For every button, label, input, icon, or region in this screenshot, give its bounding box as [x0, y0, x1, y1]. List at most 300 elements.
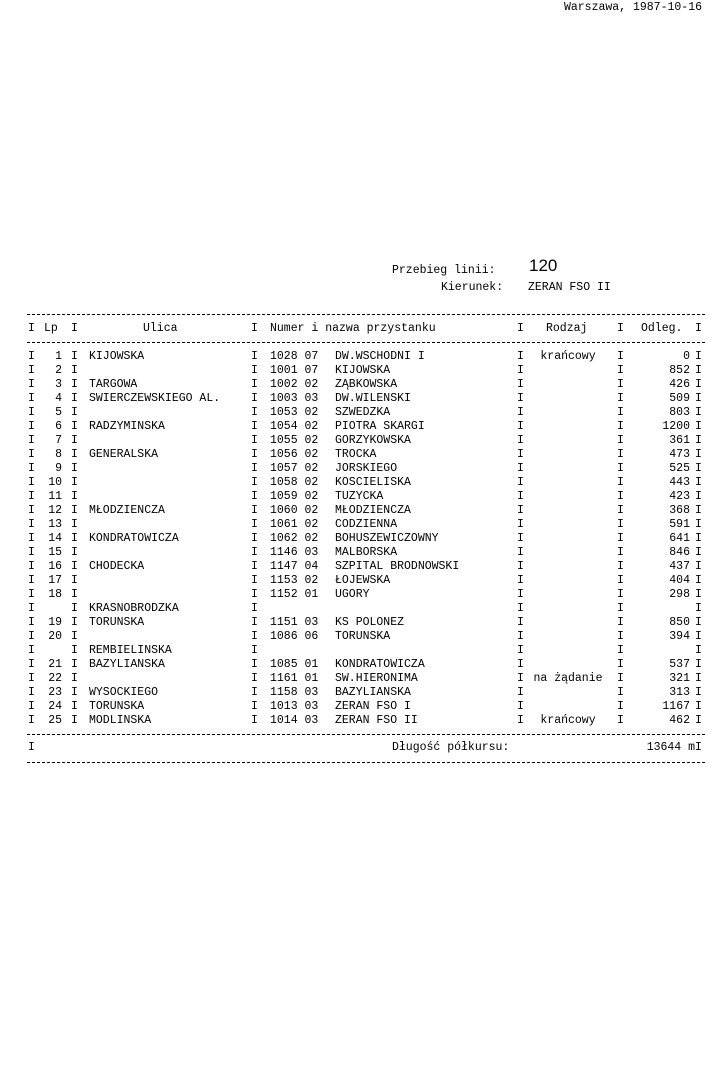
- column-separator: I: [695, 392, 702, 405]
- cell-distance: 437: [669, 560, 690, 573]
- column-separator: I: [251, 700, 258, 713]
- cell-stop-number: 1062 02: [270, 532, 319, 545]
- column-separator: I: [28, 588, 35, 601]
- column-separator: I: [617, 364, 624, 377]
- table-row: [0, 476, 720, 490]
- column-separator: I: [695, 504, 702, 517]
- column-separator: I: [695, 462, 702, 475]
- cell-stop-number: 1058 02: [270, 476, 319, 489]
- column-separator: I: [71, 364, 78, 377]
- column-separator: I: [251, 714, 258, 727]
- cell-ulica: BAZYLIANSKA: [89, 658, 165, 671]
- column-separator: I: [517, 350, 524, 363]
- column-separator: I: [517, 364, 524, 377]
- cell-stop-name: TORUNSKA: [335, 630, 391, 643]
- cell-distance: 298: [669, 588, 690, 601]
- cell-ulica: KONDRATOWICZA: [89, 532, 179, 545]
- column-separator: I: [617, 462, 624, 475]
- column-separator: I: [695, 658, 702, 671]
- route-number: 120: [529, 256, 558, 275]
- cell-lp: 4: [55, 392, 62, 405]
- cell-lp: 3: [55, 378, 62, 391]
- column-separator: I: [251, 406, 258, 419]
- column-separator: I: [617, 448, 624, 461]
- column-separator: I: [28, 322, 35, 335]
- column-separator: I: [71, 630, 78, 643]
- column-separator: I: [517, 406, 524, 419]
- column-separator: I: [695, 686, 702, 699]
- column-separator: I: [695, 588, 702, 601]
- column-separator: I: [71, 392, 78, 405]
- table-footer-row: [0, 741, 720, 755]
- column-separator: I: [71, 434, 78, 447]
- column-separator: I: [517, 658, 524, 671]
- column-separator: I: [71, 378, 78, 391]
- cell-lp: 16: [48, 560, 62, 573]
- column-separator: I: [251, 504, 258, 517]
- cell-stop-name: KOSCIELISKA: [335, 476, 411, 489]
- cell-stop-name: KONDRATOWICZA: [335, 658, 425, 671]
- cell-stop-number: 1003 03: [270, 392, 319, 405]
- table-row: [0, 420, 720, 434]
- table-row: [0, 448, 720, 462]
- header-lp: Lp: [44, 322, 58, 335]
- cell-stop-number: 1013 03: [270, 700, 319, 713]
- cell-stop-name: KS POLONEZ: [335, 616, 405, 629]
- cell-distance: 361: [669, 434, 690, 447]
- cell-stop-name: CODZIENNA: [335, 518, 398, 531]
- column-separator: I: [695, 476, 702, 489]
- table-row: [0, 602, 720, 616]
- cell-stop-number: 1152 01: [270, 588, 319, 601]
- column-separator: I: [28, 462, 35, 475]
- cell-ulica: TARGOWA: [89, 378, 138, 391]
- column-separator: I: [71, 602, 78, 615]
- cell-stop-name: TUZYCKA: [335, 490, 384, 503]
- cell-lp: 21: [48, 658, 62, 671]
- column-separator: I: [71, 658, 78, 671]
- column-separator: I: [71, 448, 78, 461]
- cell-distance: 321: [669, 672, 690, 685]
- column-separator: I: [71, 714, 78, 727]
- column-separator: I: [71, 588, 78, 601]
- column-separator: I: [695, 532, 702, 545]
- cell-stop-number: 1086 06: [270, 630, 319, 643]
- column-separator: I: [517, 546, 524, 559]
- cell-stop-name: PIOTRA SKARGI: [335, 420, 425, 433]
- table-row: [0, 672, 720, 686]
- column-separator: I: [251, 560, 258, 573]
- direction-value: ZERAN FSO II: [528, 281, 611, 294]
- column-separator: I: [28, 392, 35, 405]
- column-separator: I: [251, 490, 258, 503]
- column-separator: I: [28, 532, 35, 545]
- column-separator: I: [71, 672, 78, 685]
- column-separator: I: [617, 518, 624, 531]
- cell-stop-name: BOHUSZEWICZOWNY: [335, 532, 439, 545]
- cell-stop-number: 1054 02: [270, 420, 319, 433]
- column-separator: I: [517, 616, 524, 629]
- column-separator: I: [695, 322, 702, 335]
- column-separator: I: [251, 630, 258, 643]
- column-separator: I: [617, 392, 624, 405]
- column-separator: I: [517, 322, 524, 335]
- column-separator: I: [28, 546, 35, 559]
- column-separator: I: [251, 616, 258, 629]
- column-separator: I: [71, 700, 78, 713]
- column-separator: I: [251, 532, 258, 545]
- cell-stop-number: 1146 03: [270, 546, 319, 559]
- column-separator: I: [617, 700, 624, 713]
- cell-distance: 426: [669, 378, 690, 391]
- column-separator: I: [28, 700, 35, 713]
- column-separator: I: [28, 504, 35, 517]
- column-separator: I: [71, 518, 78, 531]
- table-top-rule: [27, 314, 705, 315]
- cell-stop-number: 1057 02: [270, 462, 319, 475]
- table-row: [0, 462, 720, 476]
- cell-lp: 20: [48, 630, 62, 643]
- column-separator: I: [517, 518, 524, 531]
- cell-lp: 23: [48, 686, 62, 699]
- column-separator: I: [251, 322, 258, 335]
- table-row: [0, 658, 720, 672]
- cell-distance: 1167: [662, 700, 690, 713]
- column-separator: I: [28, 602, 35, 615]
- cell-distance: 846: [669, 546, 690, 559]
- table-row: [0, 686, 720, 700]
- cell-ulica: GENERALSKA: [89, 448, 159, 461]
- column-separator: I: [28, 476, 35, 489]
- column-separator: I: [695, 406, 702, 419]
- column-separator: I: [517, 686, 524, 699]
- column-separator: I: [517, 602, 524, 615]
- cell-stop-number: 1151 03: [270, 616, 319, 629]
- column-separator: I: [28, 364, 35, 377]
- column-separator: I: [617, 560, 624, 573]
- column-separator: I: [695, 700, 702, 713]
- column-separator: I: [28, 574, 35, 587]
- column-separator: I: [617, 588, 624, 601]
- column-separator: I: [251, 644, 258, 657]
- cell-distance: 509: [669, 392, 690, 405]
- column-separator: I: [517, 700, 524, 713]
- column-separator: I: [71, 406, 78, 419]
- column-separator: I: [517, 462, 524, 475]
- table-row: [0, 588, 720, 602]
- route-label: Przebieg linii:: [392, 264, 496, 277]
- cell-distance: 641: [669, 532, 690, 545]
- cell-stop-name: KIJOWSKA: [335, 364, 391, 377]
- cell-lp: 13: [48, 518, 62, 531]
- cell-stop-number: 1060 02: [270, 504, 319, 517]
- column-separator: I: [617, 602, 624, 615]
- cell-lp: 7: [55, 434, 62, 447]
- column-separator: I: [517, 434, 524, 447]
- column-separator: I: [28, 350, 35, 363]
- column-separator: I: [71, 532, 78, 545]
- column-separator: I: [251, 420, 258, 433]
- column-separator: I: [617, 546, 624, 559]
- header-odleg: Odleg.: [641, 322, 683, 335]
- table-row: [0, 532, 720, 546]
- column-separator: I: [695, 420, 702, 433]
- cell-rodzaj: krańcowy: [540, 350, 596, 363]
- cell-lp: 22: [48, 672, 62, 685]
- cell-stop-name: SZPITAL BRODNOWSKI: [335, 560, 460, 573]
- column-separator: I: [695, 616, 702, 629]
- column-separator: I: [617, 350, 624, 363]
- column-separator: I: [517, 490, 524, 503]
- column-separator: I: [617, 686, 624, 699]
- column-separator: I: [28, 672, 35, 685]
- column-separator: I: [695, 490, 702, 503]
- header-ulica: Ulica: [143, 322, 178, 335]
- column-separator: I: [695, 518, 702, 531]
- cell-stop-name: ZĄBKOWSKA: [335, 378, 398, 391]
- column-separator: I: [251, 476, 258, 489]
- cell-stop-number: 1161 01: [270, 672, 319, 685]
- cell-lp: 24: [48, 700, 62, 713]
- column-separator: I: [71, 644, 78, 657]
- cell-stop-name: SW.HIERONIMA: [335, 672, 418, 685]
- column-separator: I: [251, 518, 258, 531]
- cell-lp: 12: [48, 504, 62, 517]
- cell-distance: 591: [669, 518, 690, 531]
- column-separator: I: [617, 532, 624, 545]
- cell-lp: 1: [55, 350, 62, 363]
- cell-lp: 11: [48, 490, 62, 503]
- cell-ulica: KRASNOBRODZKA: [89, 602, 179, 615]
- column-separator: I: [517, 420, 524, 433]
- column-separator: I: [28, 406, 35, 419]
- column-separator: I: [28, 490, 35, 503]
- column-separator: I: [695, 741, 702, 754]
- column-separator: I: [71, 322, 78, 335]
- cell-distance: 473: [669, 448, 690, 461]
- cell-stop-name: GORZYKOWSKA: [335, 434, 411, 447]
- column-separator: I: [617, 322, 624, 335]
- table-row: [0, 714, 720, 728]
- table-row: [0, 560, 720, 574]
- column-separator: I: [28, 616, 35, 629]
- table-row: [0, 700, 720, 714]
- table-row: [0, 616, 720, 630]
- document-date: Warszawa, 1987-10-16: [563, 1, 702, 14]
- column-separator: I: [695, 630, 702, 643]
- cell-stop-name: DW.WSCHODNI I: [335, 350, 425, 363]
- column-separator: I: [251, 462, 258, 475]
- cell-distance: 423: [669, 490, 690, 503]
- cell-ulica: RADZYMINSKA: [89, 420, 165, 433]
- cell-ulica: TORUNSKA: [89, 616, 145, 629]
- column-separator: I: [517, 532, 524, 545]
- column-separator: I: [28, 378, 35, 391]
- table-row: [0, 644, 720, 658]
- column-separator: I: [517, 392, 524, 405]
- column-separator: I: [251, 658, 258, 671]
- cell-ulica: MODLINSKA: [89, 714, 152, 727]
- cell-stop-name: TROCKA: [335, 448, 377, 461]
- column-separator: I: [617, 476, 624, 489]
- column-separator: I: [71, 686, 78, 699]
- direction-label: Kierunek:: [441, 281, 504, 294]
- column-separator: I: [517, 714, 524, 727]
- table-end-rule: [27, 762, 705, 763]
- column-separator: I: [251, 546, 258, 559]
- column-separator: I: [28, 714, 35, 727]
- table-bottom-rule: [27, 734, 705, 735]
- column-separator: I: [251, 378, 258, 391]
- column-separator: I: [617, 434, 624, 447]
- cell-stop-number: 1061 02: [270, 518, 319, 531]
- column-separator: I: [617, 630, 624, 643]
- column-separator: I: [695, 378, 702, 391]
- cell-distance: 394: [669, 630, 690, 643]
- cell-lp: 17: [48, 574, 62, 587]
- cell-stop-number: 1001 07: [270, 364, 319, 377]
- column-separator: I: [71, 560, 78, 573]
- cell-distance: 462: [669, 714, 690, 727]
- column-separator: I: [617, 574, 624, 587]
- column-separator: I: [28, 420, 35, 433]
- cell-stop-name: DW.WILENSKI: [335, 392, 411, 405]
- column-separator: I: [617, 658, 624, 671]
- cell-stop-name: ZERAN FSO I: [335, 700, 411, 713]
- cell-stop-number: 1147 04: [270, 560, 319, 573]
- column-separator: I: [517, 672, 524, 685]
- column-separator: I: [695, 714, 702, 727]
- header-stop: Numer i nazwa przystanku: [270, 322, 436, 335]
- table-row: [0, 630, 720, 644]
- column-separator: I: [517, 476, 524, 489]
- column-separator: I: [617, 714, 624, 727]
- cell-lp: 15: [48, 546, 62, 559]
- table-row: [0, 518, 720, 532]
- column-separator: I: [71, 476, 78, 489]
- cell-ulica: CHODECKA: [89, 560, 145, 573]
- column-separator: I: [71, 574, 78, 587]
- total-length-label: Długość półkursu:: [392, 741, 510, 754]
- column-separator: I: [695, 602, 702, 615]
- column-separator: I: [517, 644, 524, 657]
- column-separator: I: [695, 434, 702, 447]
- column-separator: I: [517, 560, 524, 573]
- column-separator: I: [617, 378, 624, 391]
- column-separator: I: [28, 741, 35, 754]
- column-separator: I: [251, 448, 258, 461]
- column-separator: I: [695, 672, 702, 685]
- cell-stop-number: 1014 03: [270, 714, 319, 727]
- total-length-value: 13644 m: [646, 741, 695, 754]
- column-separator: I: [28, 658, 35, 671]
- cell-ulica: TORUNSKA: [89, 700, 145, 713]
- cell-distance: 852: [669, 364, 690, 377]
- table-row: [0, 490, 720, 504]
- cell-stop-name: SZWEDZKA: [335, 406, 391, 419]
- column-separator: I: [695, 560, 702, 573]
- column-separator: I: [617, 644, 624, 657]
- cell-stop-name: JORSKIEGO: [335, 462, 398, 475]
- cell-distance: 368: [669, 504, 690, 517]
- column-separator: I: [28, 644, 35, 657]
- column-separator: I: [251, 602, 258, 615]
- cell-ulica: MŁODZIENCZA: [89, 504, 165, 517]
- column-separator: I: [617, 504, 624, 517]
- cell-stop-name: BAZYLIANSKA: [335, 686, 411, 699]
- cell-distance: 803: [669, 406, 690, 419]
- header-rodzaj: Rodzaj: [546, 322, 588, 335]
- column-separator: I: [28, 518, 35, 531]
- cell-stop-number: 1028 07: [270, 350, 319, 363]
- cell-stop-number: 1002 02: [270, 378, 319, 391]
- column-separator: I: [251, 574, 258, 587]
- column-separator: I: [71, 546, 78, 559]
- table-header-rule: [27, 342, 705, 343]
- cell-distance: 537: [669, 658, 690, 671]
- cell-distance: 313: [669, 686, 690, 699]
- table-row: [0, 350, 720, 364]
- cell-stop-number: 1085 01: [270, 658, 319, 671]
- table-row: [0, 378, 720, 392]
- cell-lp: 8: [55, 448, 62, 461]
- cell-stop-name: ZERAN FSO II: [335, 714, 418, 727]
- cell-stop-name: MALBORSKA: [335, 546, 398, 559]
- column-separator: I: [695, 364, 702, 377]
- cell-lp: 9: [55, 462, 62, 475]
- column-separator: I: [517, 448, 524, 461]
- column-separator: I: [28, 434, 35, 447]
- column-separator: I: [617, 672, 624, 685]
- cell-lp: 5: [55, 406, 62, 419]
- column-separator: I: [71, 504, 78, 517]
- cell-stop-name: UGORY: [335, 588, 370, 601]
- column-separator: I: [251, 672, 258, 685]
- cell-lp: 2: [55, 364, 62, 377]
- cell-ulica: SWIERCZEWSKIEGO AL.: [89, 392, 221, 405]
- table-row: [0, 546, 720, 560]
- cell-rodzaj: na żądanie: [533, 672, 603, 685]
- column-separator: I: [251, 350, 258, 363]
- column-separator: I: [617, 406, 624, 419]
- table-row: [0, 406, 720, 420]
- cell-distance: 404: [669, 574, 690, 587]
- column-separator: I: [517, 378, 524, 391]
- column-separator: I: [617, 616, 624, 629]
- column-separator: I: [28, 686, 35, 699]
- column-separator: I: [695, 644, 702, 657]
- cell-distance: 850: [669, 616, 690, 629]
- cell-stop-number: 1053 02: [270, 406, 319, 419]
- cell-ulica: WYSOCKIEGO: [89, 686, 159, 699]
- column-separator: I: [28, 630, 35, 643]
- cell-lp: 25: [48, 714, 62, 727]
- column-separator: I: [617, 420, 624, 433]
- cell-lp: 18: [48, 588, 62, 601]
- cell-distance: 525: [669, 462, 690, 475]
- column-separator: I: [71, 420, 78, 433]
- cell-distance: 0: [683, 350, 690, 363]
- table-header-row: [0, 322, 720, 336]
- column-separator: I: [251, 686, 258, 699]
- column-separator: I: [695, 574, 702, 587]
- column-separator: I: [695, 350, 702, 363]
- column-separator: I: [71, 350, 78, 363]
- table-row: [0, 364, 720, 378]
- cell-lp: 6: [55, 420, 62, 433]
- column-separator: I: [71, 616, 78, 629]
- column-separator: I: [28, 560, 35, 573]
